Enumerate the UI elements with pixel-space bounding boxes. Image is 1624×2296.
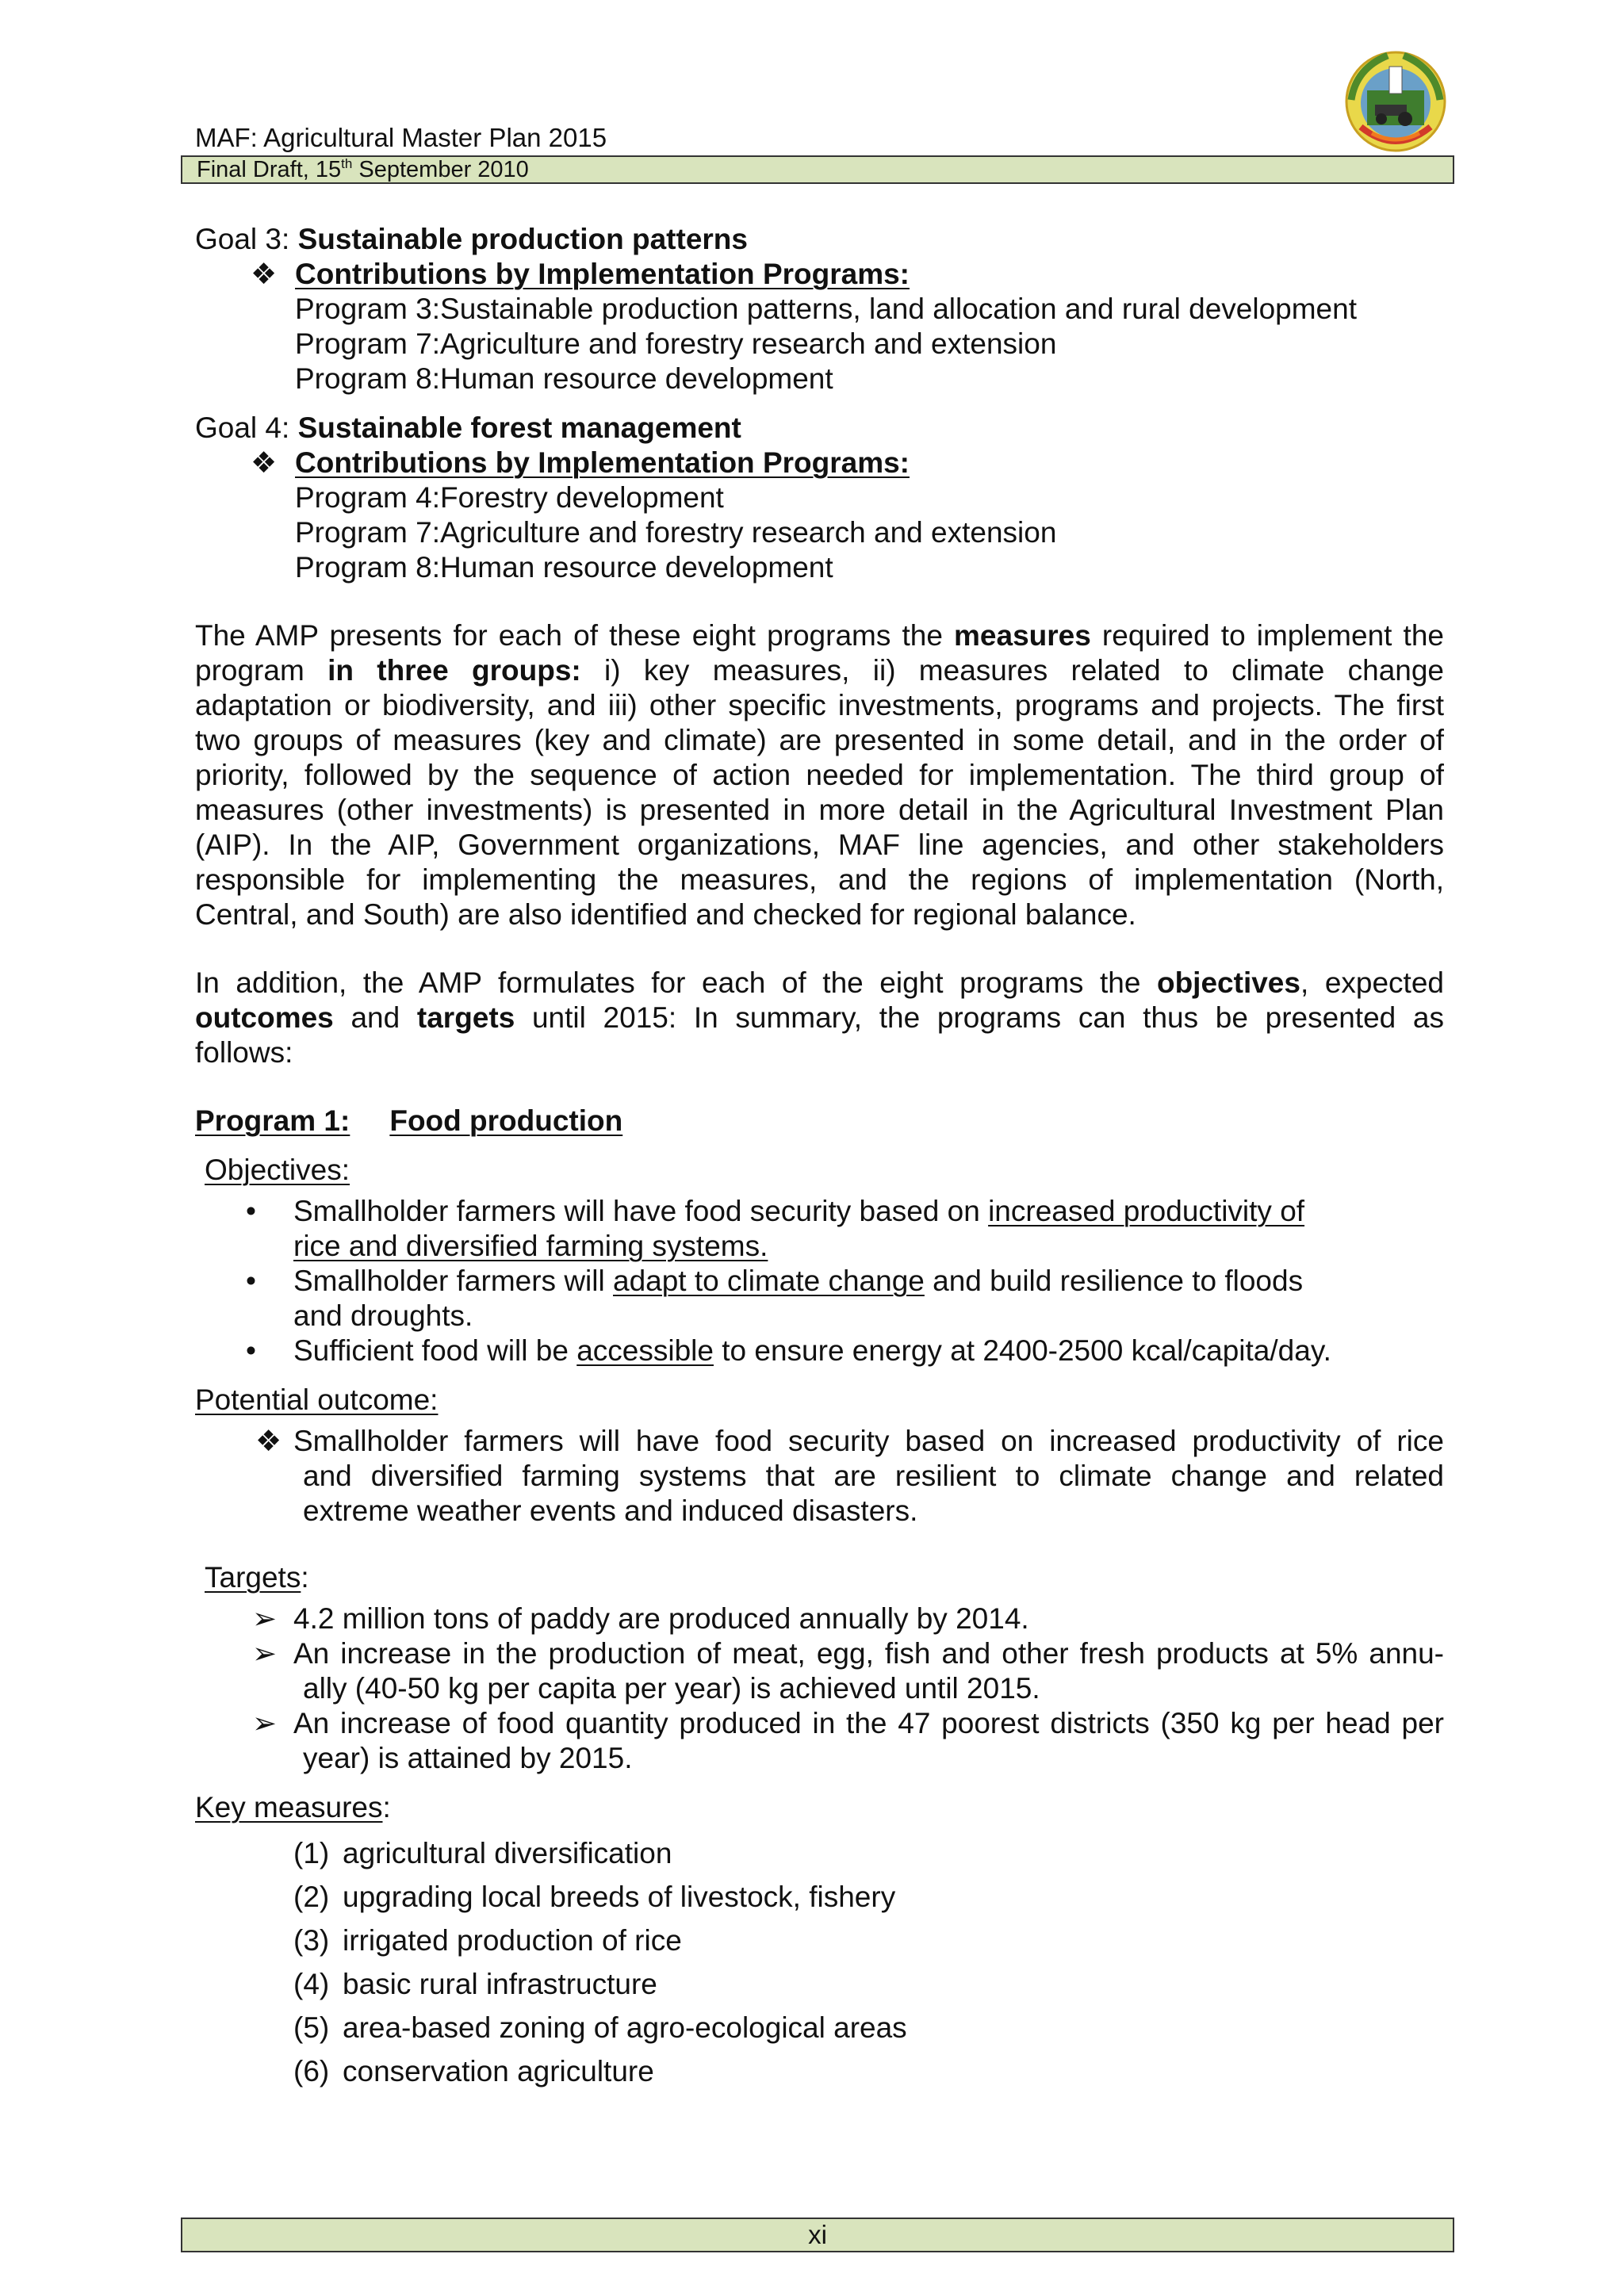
list-item bbox=[195, 1334, 1444, 1368]
diamond-bullet-icon: ❖ bbox=[251, 258, 278, 290]
list-item bbox=[293, 1875, 1444, 1919]
text-run: measures bbox=[954, 619, 1091, 652]
text-line: year) is attained by 2015. bbox=[303, 1742, 633, 1774]
list-item bbox=[195, 1194, 1444, 1264]
list-item bbox=[293, 1831, 1444, 1875]
key-measures-list bbox=[195, 1831, 1444, 2093]
text-run: Smallholder farmers will have food security based on bbox=[293, 1195, 989, 1227]
item-number: (2) bbox=[293, 1881, 330, 1913]
item-text: conservation agriculture bbox=[343, 2055, 654, 2087]
text-run: , expected bbox=[1300, 966, 1444, 999]
text-run: required to implement the bbox=[1090, 619, 1444, 652]
list-item bbox=[195, 1601, 1444, 1636]
goal-title: Sustainable forest management bbox=[297, 411, 741, 444]
bullet-dot-icon: • bbox=[246, 1265, 256, 1297]
draft-date-banner bbox=[181, 155, 1454, 184]
amp-objectives-paragraph bbox=[195, 966, 1444, 1070]
page-body bbox=[195, 222, 1444, 2093]
text-run: Sufficient food will be bbox=[293, 1334, 577, 1367]
arrow-bullet-icon: ➢ bbox=[252, 1637, 278, 1670]
item-number: (1) bbox=[293, 1837, 330, 1869]
text-line: measures (other investments) is presented in more detail in the Agricultural Investment Plan bbox=[195, 794, 1444, 826]
text-run: accessible bbox=[576, 1334, 714, 1367]
list-item bbox=[195, 1706, 1444, 1776]
item-text: area-based zoning of agro-ecological areas bbox=[343, 2011, 907, 2044]
text-run: In addition, the AMP formulates for each of the eight programs the bbox=[195, 966, 1157, 999]
document-title: MAF: Agricultural Master Plan 2015 bbox=[195, 123, 607, 152]
program-line: Program 8:Human resource development bbox=[295, 362, 833, 395]
bullet-dot-icon: • bbox=[246, 1195, 256, 1227]
program-line: Program 7:Agriculture and forestry research and extension bbox=[295, 327, 1057, 360]
list-item bbox=[293, 2049, 1444, 2093]
targets-heading bbox=[195, 1560, 1444, 1595]
text-run: increased productivity of bbox=[988, 1195, 1305, 1227]
item-text: upgrading local breeds of livestock, fishery bbox=[343, 1881, 896, 1913]
text-run: to ensure energy at 2400-2500 kcal/capita/day. bbox=[713, 1334, 1331, 1367]
key-measures-heading bbox=[195, 1790, 1444, 1825]
page-number: xi bbox=[808, 2220, 827, 2249]
outcome-heading bbox=[195, 1383, 1444, 1418]
key-measures-label: Key measures bbox=[195, 1791, 383, 1823]
text-line: follows: bbox=[195, 1036, 293, 1069]
goal-3 bbox=[195, 222, 1444, 396]
text-run: The AMP presents for each of these eight programs the bbox=[195, 619, 955, 652]
diamond-bullet-icon: ❖ bbox=[255, 1425, 282, 1457]
item-number: (5) bbox=[293, 2011, 330, 2044]
text-line: Central, and South) are also identified and checked for regional balance. bbox=[195, 898, 1136, 931]
list-item bbox=[293, 1919, 1444, 1962]
program-name: Food production bbox=[389, 1104, 623, 1137]
program-line: Program 7:Agriculture and forestry research and extension bbox=[295, 516, 1057, 549]
list-item bbox=[293, 1962, 1444, 2006]
draft-suffix: September 2010 bbox=[352, 157, 529, 182]
objectives-label: Objectives: bbox=[205, 1154, 350, 1186]
text-run: : bbox=[382, 1791, 391, 1823]
program-line: Program 8:Human resource development bbox=[295, 551, 833, 584]
text-line: two groups of measures (key and climate) are presented in some detail, and in the order of bbox=[195, 724, 1444, 756]
text-run: Smallholder farmers will bbox=[293, 1265, 613, 1297]
outcome-label: Potential outcome: bbox=[195, 1383, 439, 1416]
text-run: and build resilience to floods bbox=[924, 1265, 1304, 1297]
amp-measures-paragraph bbox=[195, 618, 1444, 932]
text-run: and bbox=[333, 1001, 417, 1034]
text-line: adaptation or biodiversity, and iii) other specific investments, programs and projects. The first bbox=[195, 689, 1444, 721]
text-line: An increase of food quantity produced in the 47 poorest districts (350 kg per head per bbox=[293, 1707, 1444, 1739]
diamond-bullet-icon: ❖ bbox=[251, 446, 278, 479]
program-number: Program 1: bbox=[195, 1104, 350, 1137]
text-line: and diversified farming systems that are resilient to climate change and related bbox=[303, 1460, 1444, 1492]
text-line: 4.2 million tons of paddy are produced annually by 2014. bbox=[293, 1602, 1029, 1635]
page-number-footer bbox=[181, 2218, 1454, 2252]
text-line: Smallholder farmers will have food security based on increased productivity of rice bbox=[293, 1425, 1444, 1457]
text-line: An increase in the production of meat, egg, fish and other fresh products at 5% annu- bbox=[293, 1637, 1444, 1670]
text-line: responsible for implementing the measures, and the regions of implementation (North, bbox=[195, 863, 1444, 896]
targets-label: Targets bbox=[205, 1561, 301, 1594]
item-text: basic rural infrastructure bbox=[343, 1968, 657, 2000]
list-item bbox=[195, 1264, 1444, 1334]
contributions-heading: Contributions by Implementation Programs: bbox=[295, 258, 910, 290]
goal-label: Goal 3: bbox=[195, 223, 298, 255]
text-line: extreme weather events and induced disasters. bbox=[303, 1494, 918, 1527]
arrow-bullet-icon: ➢ bbox=[252, 1602, 278, 1635]
text-run: : bbox=[301, 1561, 309, 1594]
outcome-item bbox=[195, 1424, 1444, 1529]
ministry-emblem-icon bbox=[1340, 44, 1451, 155]
text-run: program bbox=[195, 654, 328, 687]
list-item bbox=[293, 2006, 1444, 2049]
objectives-list bbox=[195, 1194, 1444, 1368]
item-text: irrigated production of rice bbox=[343, 1924, 682, 1957]
text-run: objectives bbox=[1156, 966, 1300, 999]
text-run: i) key measures, ii) measures related to climate change bbox=[580, 654, 1444, 687]
program-line: Program 3:Sustainable production patterns, land allocation and rural development bbox=[295, 293, 1357, 325]
item-text: agricultural diversification bbox=[343, 1837, 672, 1869]
draft-prefix: Final Draft, 15 bbox=[197, 157, 342, 182]
text-run: outcomes bbox=[195, 1001, 334, 1034]
list-item bbox=[195, 1636, 1444, 1706]
item-number: (3) bbox=[293, 1924, 330, 1957]
text-run: in three groups: bbox=[327, 654, 581, 687]
program-heading bbox=[195, 1104, 1444, 1138]
text-line: ally (40-50 kg per capita per year) is achieved until 2015. bbox=[303, 1672, 1040, 1705]
program-line: Program 4:Forestry development bbox=[295, 481, 724, 514]
contributions-heading: Contributions by Implementation Programs: bbox=[295, 446, 910, 479]
text-run: targets bbox=[416, 1001, 515, 1034]
bullet-dot-icon: • bbox=[246, 1334, 256, 1367]
item-number: (4) bbox=[293, 1968, 330, 2000]
text-line: and droughts. bbox=[293, 1299, 473, 1332]
text-run: adapt to climate change bbox=[613, 1265, 925, 1297]
item-number: (6) bbox=[293, 2055, 330, 2087]
text-run: rice and diversified farming systems. bbox=[293, 1230, 768, 1262]
text-line: (AIP). In the AIP, Government organizations, MAF line agencies, and other stakeholders bbox=[195, 828, 1444, 861]
objectives-heading bbox=[195, 1153, 1444, 1188]
arrow-bullet-icon: ➢ bbox=[252, 1707, 278, 1739]
draft-date-superscript: th bbox=[341, 156, 353, 171]
targets-list bbox=[195, 1601, 1444, 1776]
text-run: until 2015: In summary, the programs can thus be presented as bbox=[515, 1001, 1444, 1034]
goal-4 bbox=[195, 411, 1444, 585]
goal-title: Sustainable production patterns bbox=[297, 223, 748, 255]
text-line: priority, followed by the sequence of action needed for implementation. The third group of bbox=[195, 759, 1444, 791]
goal-label: Goal 4: bbox=[195, 411, 298, 444]
